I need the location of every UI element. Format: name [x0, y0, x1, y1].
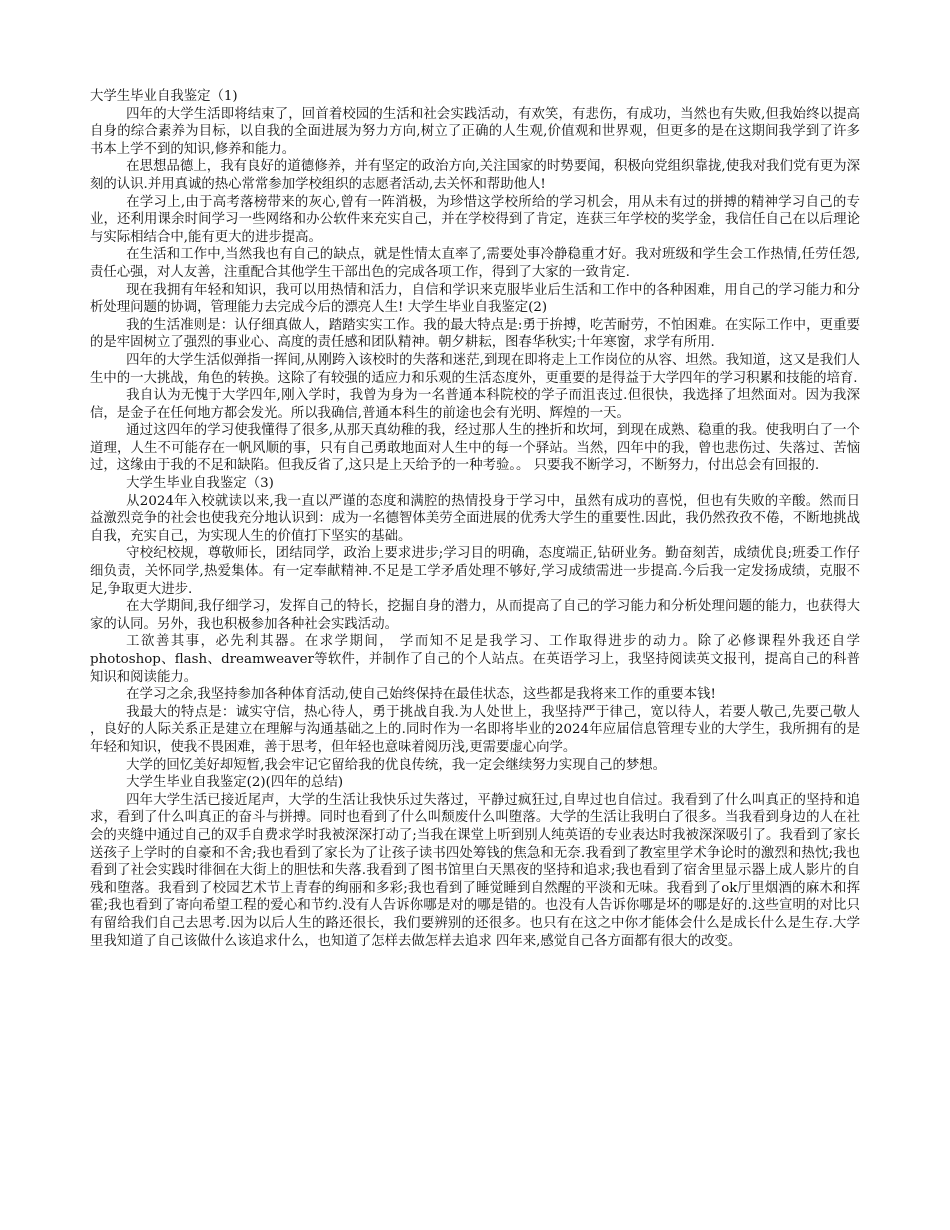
- paragraph: 四年大学生活已接近尾声，大学的生活让我快乐过失落过，平静过疯狂过,自卑过也自信过。我看到了什么叫真正的坚持和追求，看到了什么叫真正的奋斗与拼搏。同时也看到了什么叫颓废什么叫堕落。大学的生活让我明白了很多。当我看到身边的人在社会的夹缝中通过自己的双手自费求学时我被深深打动了;当我在课堂上听到别人纯英语的专业表达时我被深深吸引了。我看到了家长送孩子上学时的自豪和不舍;我也看到了家长为了让孩子读书四处筹钱的焦急和无奈.我看到了教室里学术争论时的激烈和热忱;我也看到了社会实践时徘徊在大街上的胆怯和失落.我看到了图书馆里白天黑夜的坚持和追求;我也看到了宿舍里显示器上成人影片的自残和堕落。我看到了校园艺术节上青春的绚丽和多彩;我也看到了睡觉睡到自然醒的平淡和无味。我看到了ok厅里烟酒的麻木和挥霍;我也看到了寄向希望工程的爱心和节约.没有人告诉你哪是对的哪是错的。也没有人告诉你哪是坏的哪是好的.这些宣明的对比只有留给我们自己去思考.因为以后人生的路还很长，我们要辨别的还很多。也只有在这之中你才能体会什么是成长什么是生存.大学里我知道了自己该做什么该追求什么，也知道了怎样去做怎样去追求 四年来,感觉自己各方面都有很大的改变。: [90, 792, 860, 949]
- paragraph: 我最大的特点是：诚实守信，热心待人，勇于挑战自我.为人处世上，我坚持严于律己，宽以待人，若要人敬己,先要己敬人 ，良好的人际关系正是建立在理解与沟通基础之上的.同时作为一名即将毕业的2024年应届信息管理专业的大学生，我所拥有的是年轻和知识，使我不畏困难，善于思考，但年轻也意味着阅历浅,更需要虚心向学。: [90, 704, 860, 755]
- paragraph: 工欲善其事，必先利其器。在求学期间， 学而知不足是我学习、工作取得进步的动力。除了必修课程外我还自学photoshop、flash、dreamweaver等软件，并制作了自己的个人站点。在英语学习上，我坚持阅读英文报刊，提高自己的科普知识和阅读能力。: [90, 634, 860, 685]
- paragraph: 四年的大学生活似弹指一挥间,从刚跨入该校时的失落和迷茫,到现在即将走上工作岗位的从容、坦然。我知道，这又是我们人生中的一大挑战，角色的转换。这除了有较强的适应力和乐观的生活态度外，更重要的是得益于大学四年的学习积累和技能的培育.: [90, 352, 860, 386]
- paragraph: 大学的回忆美好却短暂,我会牢记它留给我的优良传统，我一定会继续努力实现自己的梦想。: [126, 757, 667, 773]
- paragraph: 我的生活准则是：认仔细真做人，踏踏实实工作。我的最大特点是:勇于拚搏，吃苦耐劳，不怕困难。在实际工作中，更重要的是牢固树立了强烈的事业心、高度的责任感和团队精神。朝夕耕耘，图春华秋实;十年寒窗，求学有所用.: [90, 317, 860, 351]
- paragraph: 在学习之余,我坚持参加各种体育活动,使自己始终保持在最佳状态，这些都是我将来工作的重要本钱!: [126, 687, 716, 703]
- paragraph: 在学习上,由于高考落榜带来的灰心,曾有一阵消极，为珍惜这学校所给的学习机会，用从未有过的拼搏的精神学习自己的专业，还利用课余时间学习一些网络和办公软件来充实自己，并在学校得到了肯定，连获三年学校的奖学金，我信任自己在以后理论与实际相结合中,能有更大的进步提高。: [90, 194, 860, 245]
- paragraph: 我自认为无愧于大学四年,刚入学时，我曾为身为一名普通本科院校的学子而沮丧过.但很快，我选择了坦然面对。因为我深信，是金子在任何地方都会发光。所以我确信,普通本科生的前途也会有光明、辉煌的一天。: [90, 388, 860, 421]
- section-title: 大学生毕业自我鉴定（3): [126, 476, 274, 492]
- paragraph: 四年的大学生活即将结束了，回首着校园的生活和社会实践活动，有欢笑，有悲伤，有成功，当然也有失败,但我始终以提高自身的综合素养为目标，以自我的全面进展为努力方向,树立了正确的人生观,价值观和世界观，但更多的是在这期间我学到了许多书本上学不到的知识,修养和能力。: [90, 106, 860, 157]
- document-body: [90, 88, 860, 950]
- paragraph: 从2024年入校就读以来,我一直以严谨的态度和满腔的热情投身于学习中，虽然有成功的喜悦，但也有失败的辛酸。然而日益激烈竞争的社会也使我充分地认识到：成为一名德智体美劳全面进展的优秀大学生的重要性.因此，我仍然孜孜不倦，不断地挑战自我，充实自己，为实现人生的价值打下坚实的基础。: [90, 493, 860, 544]
- section-title: 大学生毕业自我鉴定（1): [90, 89, 238, 104]
- paragraph: 在生活和工作中,当然我也有自己的缺点，就是性情太直率了,需要处事冷静稳重才好。我对班级和学生会工作热情,任劳任怨,责任心强，对人友善，注重配合其他学生干部出色的完成各项工作，得到了大家的一致肯定.: [90, 247, 860, 280]
- paragraph: 守校纪校规，尊敬师长，团结同学，政治上要求进步;学习目的明确，态度端正,钻研业务。勤奋刻苦，成绩优良;班委工作仔细负责，关怀同学,热爱集体。有一定奉献精神.不足是工学矛盾处理不够好,学习成绩需进一步提高.今后我一定发扬成绩，克服不足,争取更大进步.: [90, 546, 860, 597]
- paragraph: 通过这四年的学习使我懂得了很多,从那天真幼稚的我，经过那人生的挫折和坎坷，到现在成熟、稳重的我。使我明白了一个道理，人生不可能存在一帆风顺的事，只有自己勇敢地面对人生中的每一个驿站。当然，四年中的我，曾也悲伤过、失落过、苦恼过，这缘由于我的不足和缺陷。但我反省了,这只是上天给予的一种考验。。 只要我不断学习，不断努力，付出总会有回报的.: [90, 423, 860, 474]
- paragraph: 现在我拥有年轻和知识，我可以用热情和活力，自信和学识来克服毕业后生活和工作中的各种困难，用自己的学习能力和分析处理问题的协调，管理能力去完成今后的漂亮人生! 大学生毕业自我鉴定(2): [90, 282, 860, 316]
- section-title: 大学生毕业自我鉴定(2)(四年的总结): [126, 775, 344, 791]
- paragraph: 在思想品德上，我有良好的道德修养，并有坚定的政治方向,关注国家的时势要闻，积极向党组织靠拢,使我对我们党有更为深刻的认识.并用真诚的热心常常参加学校组织的志愿者活动,去关怀和帮助他人!: [90, 159, 860, 192]
- paragraph: 在大学期间,我仔细学习，发挥自己的特长，挖掘自身的潜力，从而提高了自己的学习能力和分析处理问题的能力，也获得大家的认同。另外，我也积极参加各种社会实践活动。: [90, 599, 860, 632]
